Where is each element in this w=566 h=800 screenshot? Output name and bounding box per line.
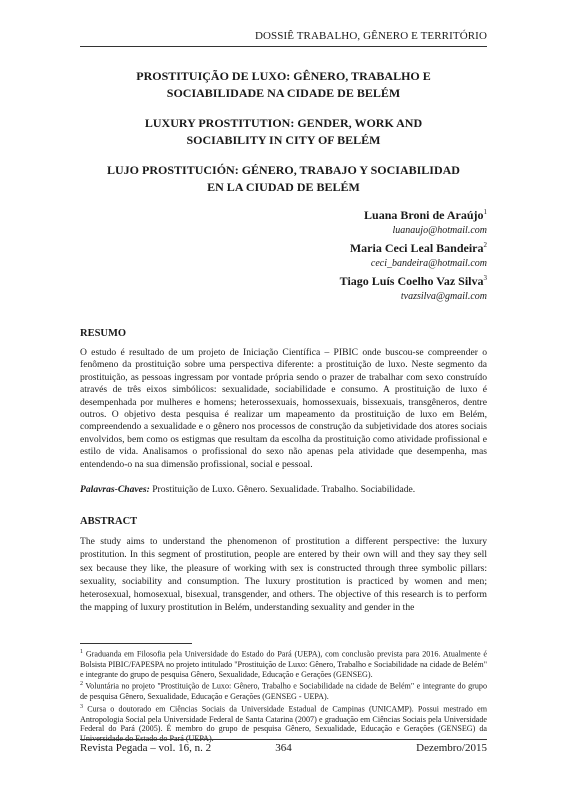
keywords-list: Prostituição de Luxo. Gênero. Sexualidade. Trabalho. Sociabilidade. xyxy=(152,484,416,495)
title-es-line1: LUJO PROSTITUCIÓN: GÉNERO, TRABAJO Y SOCIABILIDAD xyxy=(107,163,460,177)
header-rule xyxy=(80,46,487,47)
abstract-heading: ABSTRACT xyxy=(80,516,138,527)
title-pt-line2: SOCIABILIDADE NA CIDADE DE BELÉM xyxy=(166,86,401,100)
footnote: $^2$ Voluntária no projeto "Prostituição de Luxo: Gênero, Trabalho e Sociabilidade na cidade de Belém" e integrante do grupo de pesquisa Gênero, Sexualidade, Educação e Gerações (GENSEG - UEPA). xyxy=(80,681,487,701)
footer-rule xyxy=(80,739,487,740)
author-name: Luana Broni de Araújo$^1$ xyxy=(364,208,487,222)
resumo-text: O estudo é resultado de um projeto de Iniciação Científica – PIBIC onde buscou-se compreender o fenômeno da prostituição sobre uma perspectiva diferente: a prostituição de luxo. Neste segmento da prostituição, as pessoas ingressam por vontade própria sendo o prazer de trabalhar com sexo construído através de três eixos simbólicos: sexualidade, sociabilidade e consumo. A prostituição de luxo é desempenhada por mulheres e homens; heterossexuais, homossexuais, bissexuais, transgêneros, dentre outros. O objetivo desta pesquisa é realizar um mapeamento da prostituição de luxo em Belém, compreendendo a sexualidade e o gênero nos processos de construção da subjetividade dos atores sociais envolvidos, bem como os estigmas que resultam da escolha da prostituição como atividade profissional e estilo de vida. Analisamos o profissional do sexo não apenas pela atividade que desempenha, mas entendendo-o na sua dimensão profissional, social e pessoal. xyxy=(80,347,487,470)
abstract-text: The study aims to understand the phenomenon of prostitution a different perspective: the luxury prostitution. In this segment of prostitution, people are entered by their own will and they say they sell sex because they like, the pleasure of working with sex is constructed through three symbolic pillars: sexuality, sociability and consumption. The luxury prostitution is practiced by women and men; heterosexual, homosexual, bisexual, transgender, and others. The objective of this research is to perform the mapping of luxury prostitution in Belém, understanding sexuality and gender in the xyxy=(80,536,487,614)
footnote-marker[interactable]: 1 xyxy=(483,208,487,216)
keywords xyxy=(80,484,487,496)
page-number: 364 xyxy=(275,742,292,754)
author-email: tvazsilva@gmail.com xyxy=(400,291,487,302)
title-es-line2: EN LA CIUDAD DE BELÉM xyxy=(207,180,360,194)
author-name: Maria Ceci Leal Bandeira$^2$ xyxy=(349,241,487,255)
author-email: luanaujo@hotmail.com xyxy=(392,225,487,236)
title-spanish xyxy=(80,162,487,196)
resumo-heading: RESUMO xyxy=(80,328,127,339)
footnote: $^1$ Graduanda em Filosofia pela Universidade do Estado do Pará (UEPA), com conclusão prevista para 2016. Atualmente é Bolsista PIBIC/FAPESPA no projeto intitulado "Prostituição de Luxo: Gênero, Trabalho e Sociabilidade na cidade de Belém" e integrante do grupo de pesquisa Gênero, Sexualidade, Educação e Gerações (GENSEG). xyxy=(80,649,488,679)
footnote-marker[interactable]: 2 xyxy=(483,241,487,249)
title-pt-line1: PROSTITUIÇÃO DE LUXO: GÊNERO, TRABALHO E xyxy=(136,69,431,83)
footnote-rule xyxy=(80,643,192,644)
author-email: ceci_bandeira@hotmail.com xyxy=(370,258,487,269)
title-en-line2: SOCIABILITY IN CITY OF BELÉM xyxy=(186,133,381,147)
keywords-label: Palavras-Chaves: xyxy=(80,484,150,495)
author-name: Tiago Luís Coelho Vaz Silva$^3$ xyxy=(339,274,487,288)
footnote-marker[interactable]: 3 xyxy=(483,274,487,282)
title-en-line1: LUXURY PROSTITUTION: GENDER, WORK AND xyxy=(144,116,423,130)
running-head: DOSSIÊ TRABALHO, GÊNERO E TERRITÓRIO xyxy=(254,30,487,42)
title-portuguese xyxy=(80,68,487,102)
footnote: $^3$ Cursa o doutorado em Ciências Sociais da Universidade Estadual de Campinas (UNICAMP). Possui mestrado em Antropologia Social pela Universidade Federal de Santa Catarina (2007) e graduação em Ciências Sociais pela Universidade Federal do Pará (2005). É membro do grupo de pesquisa Gênero, Sexualidade, Educação e Gerações (GENSEG) da Universidade do Estado do Pará (UEPA). xyxy=(80,703,487,744)
journal-citation: Revista Pegada – vol. 16, n. 2 xyxy=(80,742,212,754)
issue-date: Dezembro/2015 xyxy=(416,742,487,754)
title-english xyxy=(80,115,487,149)
footnotes xyxy=(80,648,487,745)
author-list xyxy=(340,205,487,304)
